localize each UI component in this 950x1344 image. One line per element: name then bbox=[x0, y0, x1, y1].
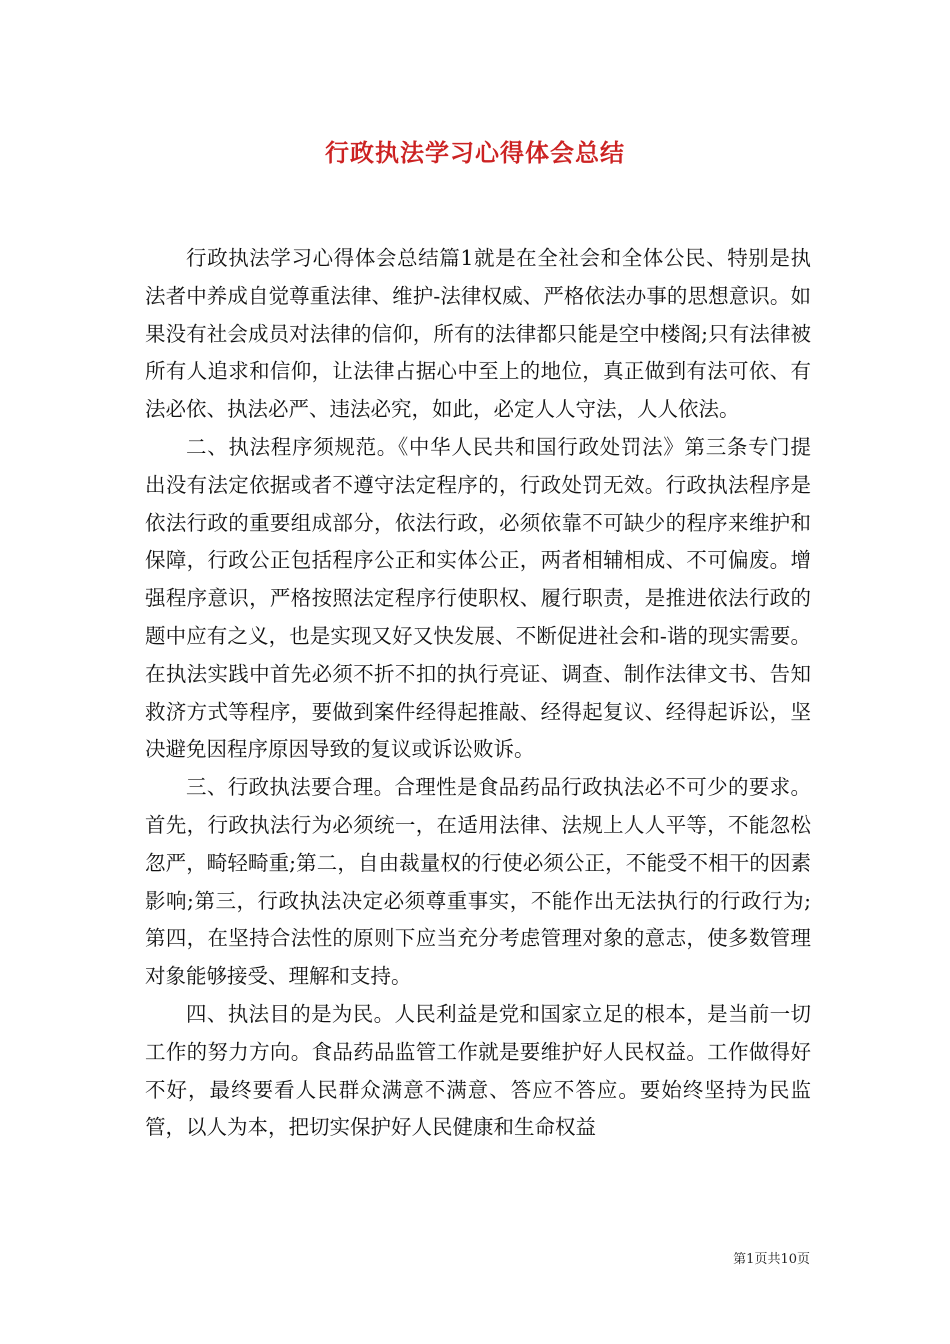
page-number: 第1页共10页 bbox=[733, 1252, 810, 1267]
paragraph-intro: 行政执法学习心得体会总结篇1就是在全社会和全体公民、特别是执法者中养成自觉尊重法律、维护-法律权威、严格依法办事的思想意识。如果没有社会成员对法律的信仰，所有的法律都只能是空中楼阁;只有法律被所有人追求和信仰，让法律占据心中至上的地位，真正做到有法可依、有法必依、执法必严、违法必究，如此，必定人人守法，人人依法。 bbox=[145, 246, 811, 422]
document-title: 行政执法学习心得体会总结 bbox=[325, 138, 625, 167]
document-body bbox=[145, 240, 811, 1147]
paragraph-procedure: 二、执法程序须规范。《中华人民共和国行政处罚法》第三条专门提出没有法定依据或者不遵守法定程序的，行政处罚无效。行政执法程序是依法行政的重要组成部分，依法行政，必须依靠不可缺少的程序来维护和保障，行政公正包括程序公正和实体公正，两者相辅相成、不可偏废。增强程序意识，严格按照法定程序行使职权、履行职责，是推进依法行政的题中应有之义，也是实现又好又快发展、不断促进社会和-谐的现实需要。在执法实践中首先必须不折不扣的执行亮证、调查、制作法律文书、告知救济方式等程序，要做到案件经得起推敲、经得起复议、经得起诉讼，坚决避免因程序原因导致的复议或诉讼败诉。 bbox=[145, 434, 811, 762]
paragraph-for-people: 四、执法目的是为民。人民利益是党和国家立足的根本，是当前一切工作的努力方向。食品药品监管工作就是要维护好人民权益。工作做得好不好，最终要看人民群众满意不满意、答应不答应。要始终坚持为民监管，以人为本，把切实保护好人民健康和生命权益 bbox=[145, 1001, 811, 1140]
paragraph-reasonable: 三、行政执法要合理。合理性是食品药品行政执法必不可少的要求。首先，行政执法行为必须统一，在适用法律、法规上人人平等，不能忽松忽严，畸轻畸重;第二，自由裁量权的行使必须公正，不能受不相干的因素影响;第三，行政执法决定必须尊重事实，不能作出无法执行的行政行为;第四，在坚持合法性的原则下应当充分考虑管理对象的意志，使多数管理对象能够接受、理解和支持。 bbox=[145, 775, 811, 989]
